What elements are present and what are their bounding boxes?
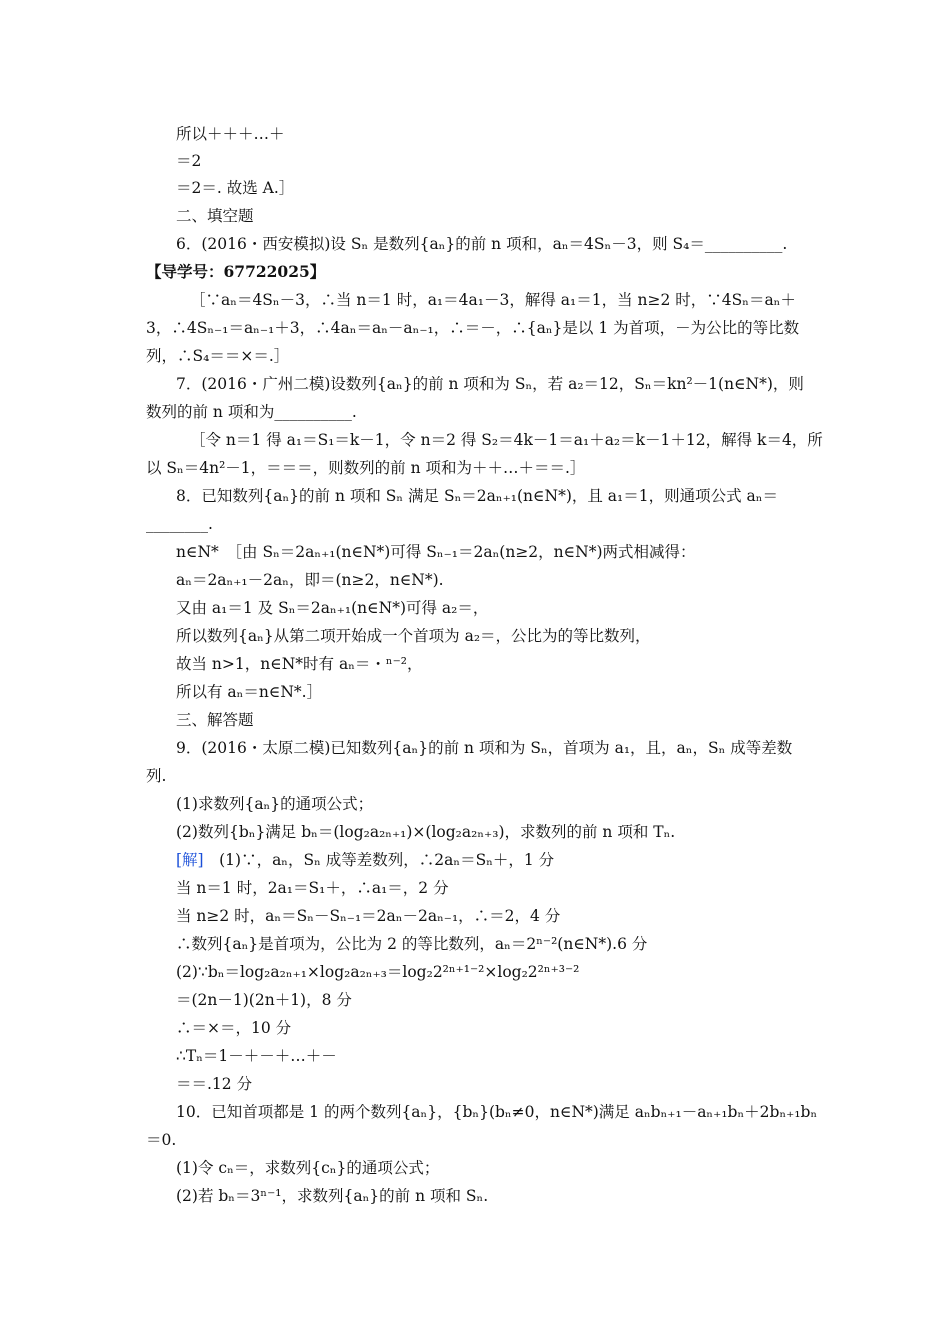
- text-line: ＝2: [176, 152, 202, 170]
- text-line: (2)数列{bₙ}满足 bₙ＝(log₂a₂ₙ₊₁)×(log₂a₂ₙ₊₃)，求数列的前 n 项和 Tₙ.: [176, 823, 676, 841]
- text-line: ＝(2n－1)(2n＋1)，8 分: [176, 991, 352, 1009]
- text-line: 9．(2016・太原二模)已知数列{aₙ}的前 n 项和为 Sₙ，首项为 a₁，且，aₙ，Sₙ 成等差数: [176, 739, 793, 757]
- text-line: [176, 850, 554, 870]
- text-line: ［∵aₙ＝4Sₙ－3，∴当 n＝1 时，a₁＝4a₁－3，解得 a₁＝1，当 n≥2 时，∵4Sₙ＝aₙ＋: [190, 291, 796, 309]
- text-line: 又由 a₁＝1 及 Sₙ＝2aₙ₊₁(n∈N*)可得 a₂＝，: [176, 599, 489, 617]
- text-line: ∴＝×＝，10 分: [176, 1019, 292, 1037]
- text-line: 8．已知数列{aₙ}的前 n 项和 Sₙ 满足 Sₙ＝2aₙ₊₁(n∈N*)，且 a₁＝1，则通项公式 aₙ＝: [176, 487, 778, 505]
- text-line: (1)令 cₙ＝，求数列{cₙ}的通项公式；: [176, 1159, 440, 1177]
- text-line: aₙ＝2aₙ₊₁－2aₙ，即＝(n≥2，n∈N*).: [176, 571, 444, 589]
- text-line: 故当 n>1，n∈N*时有 aₙ＝・ⁿ⁻²，: [176, 655, 423, 673]
- text-line: 三、解答题: [176, 711, 254, 729]
- text-line: 当 n≥2 时，aₙ＝Sₙ－Sₙ₋₁＝2aₙ－2aₙ₋₁，∴＝2，4 分: [176, 907, 561, 925]
- text-line: n∈N* ［由 Sₙ＝2aₙ₊₁(n∈N*)可得 Sₙ₋₁＝2aₙ(n≥2，n∈N*)两式相减得：: [176, 543, 696, 561]
- text-line: 所以＋＋＋…＋: [176, 125, 285, 143]
- text-line: ＝2＝. 故选 A.］: [176, 179, 295, 197]
- text-line: (2)∵bₙ＝log₂a₂ₙ₊₁×log₂a₂ₙ₊₃＝log₂2²ⁿ⁺¹⁻²×log₂2²ⁿ⁺³⁻²: [176, 963, 580, 981]
- text-line: ∴数列{aₙ}是首项为，公比为 2 的等比数列，aₙ＝2ⁿ⁻²(n∈N*).6 分: [176, 935, 648, 953]
- text-line: ________.: [146, 515, 213, 533]
- text-line: (2)若 bₙ＝3ⁿ⁻¹，求数列{aₙ}的前 n 项和 Sₙ.: [176, 1187, 489, 1205]
- text-line: 所以数列{aₙ}从第二项开始成一个首项为 a₂＝，公比为的等比数列，: [176, 627, 651, 645]
- text-line: 3，∴4Sₙ₋₁＝aₙ₋₁＋3，∴4aₙ＝aₙ－aₙ₋₁，∴＝－，∴{aₙ}是以 1 为首项，－为公比的等比数: [146, 319, 800, 337]
- text-line: (1)求数列{aₙ}的通项公式；: [176, 795, 374, 813]
- text-line: ＝＝.12 分: [176, 1075, 253, 1093]
- text-line: 列.: [146, 767, 167, 785]
- text-line: 10．已知首项都是 1 的两个数列{aₙ}，{bₙ}(bₙ≠0，n∈N*)满足 aₙbₙ₊₁－aₙ₊₁bₙ＋2bₙ₊₁bₙ: [176, 1103, 818, 1121]
- text-line: 7．(2016・广州二模)设数列{aₙ}的前 n 项和为 Sₙ，若 a₂＝12，Sₙ＝kn²－1(n∈N*)，则: [176, 375, 804, 393]
- text-line: 列，∴S₄＝＝×＝.］: [146, 347, 290, 365]
- text-line: 当 n＝1 时，2a₁＝S₁＋，∴a₁＝，2 分: [176, 879, 449, 897]
- text-line: 二、填空题: [176, 207, 254, 225]
- text-line: 【导学号：67722025】: [146, 262, 326, 281]
- text-line: 数列的前 n 项和为__________.: [146, 403, 357, 421]
- text-line: ∴Tₙ＝1－＋－＋…＋－: [176, 1047, 337, 1065]
- solution-text: (1)∵，aₙ，Sₙ 成等差数列，∴2aₙ＝Sₙ＋，1 分: [203, 851, 555, 869]
- solution-tag: [解]: [176, 851, 204, 869]
- text-line: 以 Sₙ＝4n²－1，＝＝＝，则数列的前 n 项和为＋＋…＋＝＝.］: [146, 459, 586, 477]
- text-line: 所以有 aₙ＝n∈N*.］: [176, 683, 323, 701]
- text-line: 6．(2016・西安模拟)设 Sₙ 是数列{aₙ}的前 n 项和，aₙ＝4Sₙ－3，则 S₄＝__________.: [176, 235, 788, 253]
- text-line: ＝0.: [146, 1131, 177, 1149]
- text-line: ［令 n＝1 得 a₁＝S₁＝k－1，令 n＝2 得 S₂＝4k－1＝a₁＋a₂＝k－1＋12，解得 k＝4，所: [190, 431, 823, 449]
